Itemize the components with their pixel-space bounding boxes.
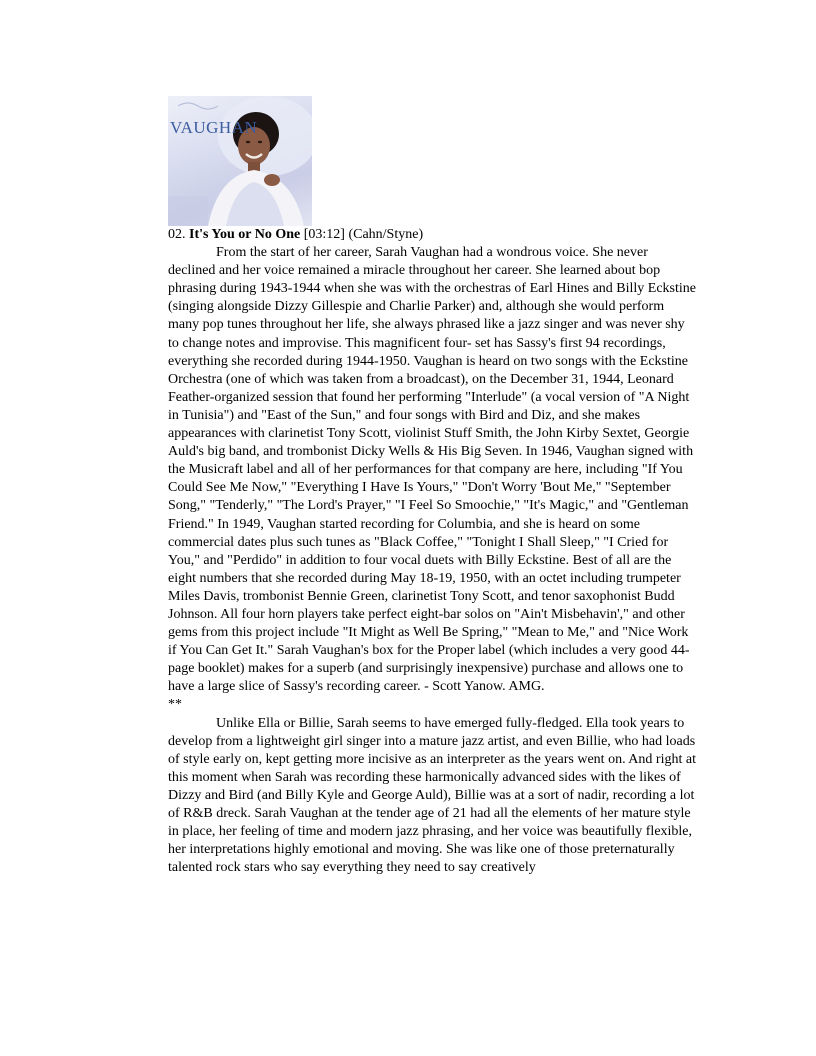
track-credits: (Cahn/Styne)	[348, 227, 424, 242]
track-title: It's You or No One	[189, 227, 301, 242]
review-paragraph-2: Unlike Ella or Billie, Sarah seems to have emerged fully-fledged. Ella took years to develop from a lightweight girl singer into a mature jazz artist, and even Billie, who had loads of style early on, kept getting more incisive as an interpreter as the years went on. And right at this moment when Sarah was recording these harmonically advanced sides with the likes of Dizzy and Bird (and Billy Kyle and George Auld), Billie was at a sort of nadir, recording a lot of R&B dreck. Sarah Vaughan at the tender age of 21 had all the elements of her mature style in place, her feeling of time and modern jazz phrasing, and her voice was beautifully flexible, her interpretations highly emotional and moving. She was like one of those preternaturally talented rock stars who say everything they need to say creatively	[168, 715, 696, 876]
track-review	[168, 226, 698, 877]
album-cover-portrait	[168, 96, 312, 226]
track-duration: [03:12]	[303, 227, 345, 242]
section-separator: **	[168, 697, 182, 713]
track-heading	[168, 226, 698, 244]
album-cover-image	[168, 96, 312, 226]
review-paragraph-1-text: From the start of her career, Sarah Vaughan had a wondrous voice. She never declined and her voice remained a miracle throughout her career. She learned about bop phrasing during 1943-1944 when she was with the orchestras of Earl Hines and Billy Eckstine (singing alongside Dizzy Gillespie and Charlie Parker) and, although she would perform many pop tunes throughout her life, she always phrased like a jazz singer and was never shy to change notes and improvise. This magnificent four- set has Sassy's first 94 recordings, everything she recorded during 1944-1950. Vaughan is heard on two songs with the Eckstine Orchestra (one of which was taken from a broadcast), on the December 31, 1944, Leonard Feather-organized session that found her performing "Interlude" (a vocal version of "A Night in Tunisia") and "East of the Sun," and four songs with Bird and Diz, and she makes appearances with clarinetist Tony Scott, violinist Stuff Smith, the John Kirby Sextet, Georgie Auld's big band, and trombonist Dicky Wells & His Big Seven. In 1946, Vaughan signed with the Musicraft label and all of her performances for that company are here, including "If You Could See Me Now," "Everything I Have Is Yours," "Don't Worry 'Bout Me," "September Song," "Tenderly," "The Lord's Prayer," "I Feel So Smoochie," "It's Magic," and "Gentleman Friend." In 1949, Vaughan started recording for Columbia, and she is heard on some commercial dates plus such tunes as "Black Coffee," "Tonight I Shall Sleep," "I Cried for You," and "Perdido" in addition to four vocal duets with Billy Eckstine. Best of all are the eight numbers that she recorded during May 18-19, 1950, with an octet including trumpeter Miles Davis, trombonist Bennie Green, clarinetist Tony Scott, and tenor saxophonist Budd Johnson. All four horn players take perfect eight-bar solos on "Ain't Misbehavin'," and other gems from this project include "It Might as Well Be Spring," "Mean to Me," and "Nice Work if You Can Get It." Sarah Vaughan's box for the Proper label (which includes a very good 44-page booklet) makes for a superb (and surprisingly inexpensive) purchase and allows one to have a large slice of Sassy's recording career.	[168, 245, 697, 695]
review-attribution: - Scott Yanow. AMG.	[424, 679, 545, 695]
review-paragraph-1	[168, 244, 698, 696]
track-number: 02.	[168, 227, 186, 242]
album-cover-title: VAUGHAN	[170, 118, 258, 137]
